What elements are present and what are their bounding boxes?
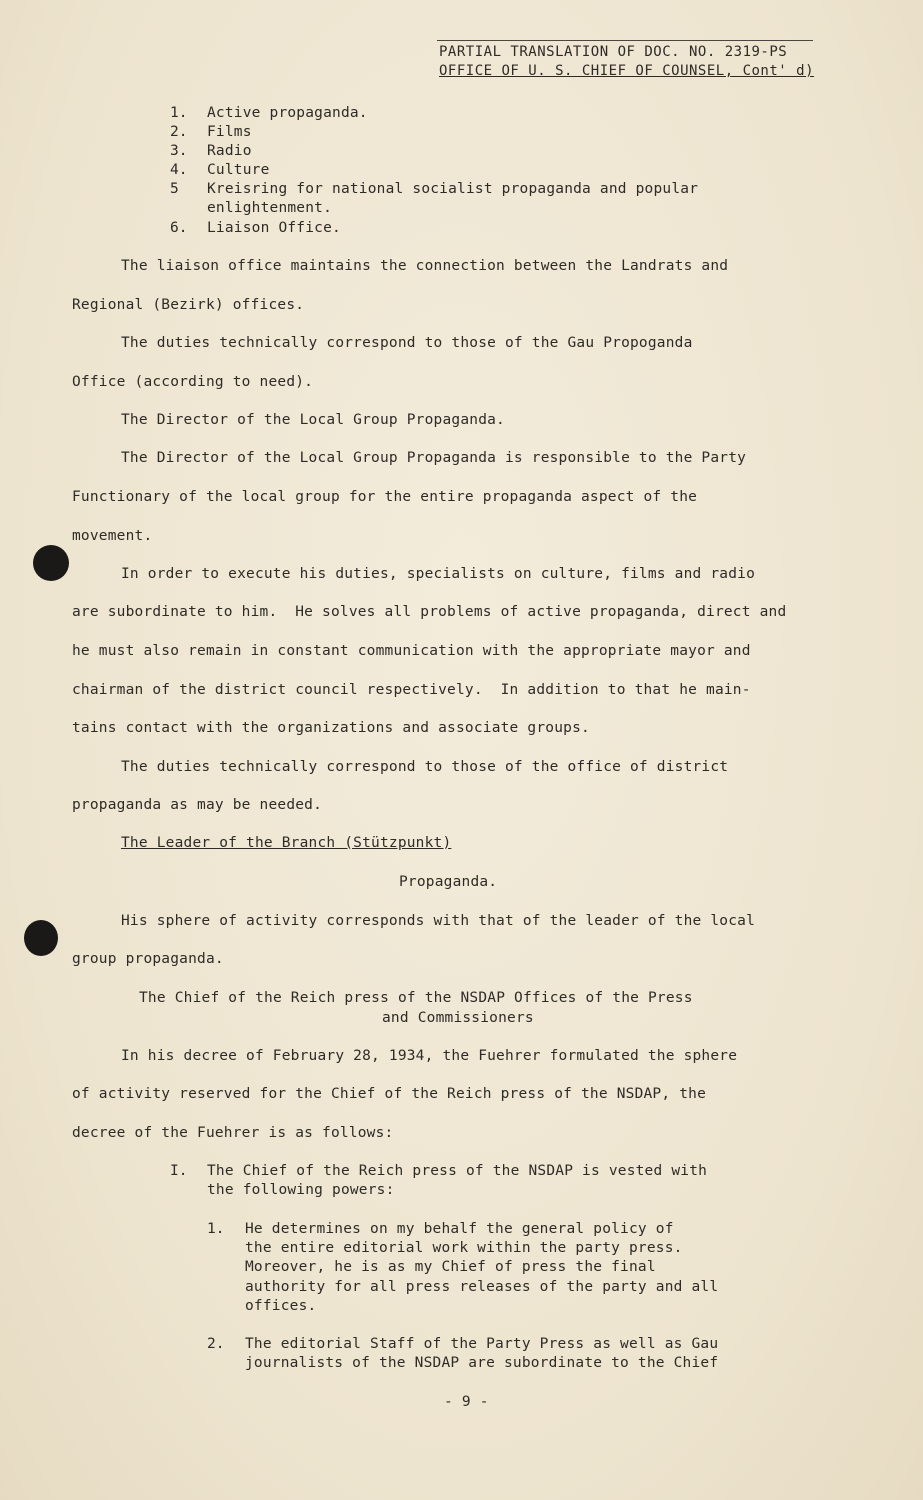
list-item: Films [207,124,252,140]
list-number: 5 [170,181,179,197]
header-rule [437,40,813,41]
body-line: In his decree of February 28, 1934, the Fuehrer formulated the sphere [121,1048,738,1064]
section-heading: and Commissioners [382,1010,534,1026]
list-item: Active propaganda. [207,105,368,121]
body-line: The liaison office maintains the connection between the Landrats and [121,258,729,274]
body-line: propaganda as may be needed. [72,797,323,813]
decree-item-line: The editorial Staff of the Party Press as well as Gau [245,1336,719,1352]
body-line: group propaganda. [72,951,224,967]
decree-item-line: authority for all press releases of the party and all [245,1279,719,1295]
body-line: In order to execute his duties, specialists on culture, films and radio [121,566,756,582]
page-number: - 9 - [444,1394,489,1410]
list-number: 4. [170,162,188,178]
body-line: of activity reserved for the Chief of the Reich press of the NSDAP, the [72,1086,707,1102]
body-line: chairman of the district council respectively. In addition to that he main- [72,682,751,698]
decree-text: the following powers: [207,1182,395,1198]
section-subheading: Propaganda. [399,874,498,890]
list-item: Kreisring for national socialist propaganda and popular [207,181,699,197]
body-line: Functionary of the local group for the entire propaganda aspect of the [72,489,698,505]
body-line: are subordinate to him. He solves all problems of active propaganda, direct and [72,604,787,620]
decree-text: The Chief of the Reich press of the NSDAP is vested with [207,1163,708,1179]
list-item: Liaison Office. [207,220,341,236]
list-item-continuation: enlightenment. [207,200,333,216]
punch-hole [33,545,69,581]
list-item: Culture [207,162,270,178]
body-line: His sphere of activity corresponds with that of the leader of the local [121,913,756,929]
body-line: Regional (Bezirk) offices. [72,297,305,313]
decree-item-line: the entire editorial work within the party press. [245,1240,683,1256]
body-line: decree of the Fuehrer is as follows: [72,1125,394,1141]
decree-item-line: offices. [245,1298,317,1314]
list-number: 1. [170,105,188,121]
document-header-line-2: OFFICE OF U. S. CHIEF OF COUNSEL, Cont' d) [439,63,815,79]
document-header-line-1: PARTIAL TRANSLATION OF DOC. NO. 2319-PS [439,44,788,60]
body-line: The duties technically correspond to those of the office of district [121,759,729,775]
list-number: 2. [170,124,188,140]
decree-item-line: He determines on my behalf the general policy of [245,1221,674,1237]
body-line: The duties technically correspond to those of the Gau Propoganda [121,335,693,351]
body-line: The Director of the Local Group Propaganda. [121,412,505,428]
body-line: Office (according to need). [72,374,314,390]
body-line: The Director of the Local Group Propaganda is responsible to the Party [121,450,747,466]
list-number: 3. [170,143,188,159]
list-item: Radio [207,143,252,159]
body-line: movement. [72,528,153,544]
decree-item-number: 2. [207,1336,225,1352]
section-heading: The Leader of the Branch (Stützpunkt) [121,835,452,851]
list-number: 6. [170,220,188,236]
decree-item-line: Moreover, he is as my Chief of press the final [245,1259,656,1275]
decree-item-number: 1. [207,1221,225,1237]
section-heading: The Chief of the Reich press of the NSDAP Offices of the Press [139,990,693,1006]
body-line: he must also remain in constant communication with the appropriate mayor and [72,643,751,659]
decree-item-line: journalists of the NSDAP are subordinate to the Chief [245,1355,719,1371]
decree-roman-numeral: I. [170,1163,188,1179]
punch-hole [24,920,58,956]
body-line: tains contact with the organizations and associate groups. [72,720,590,736]
